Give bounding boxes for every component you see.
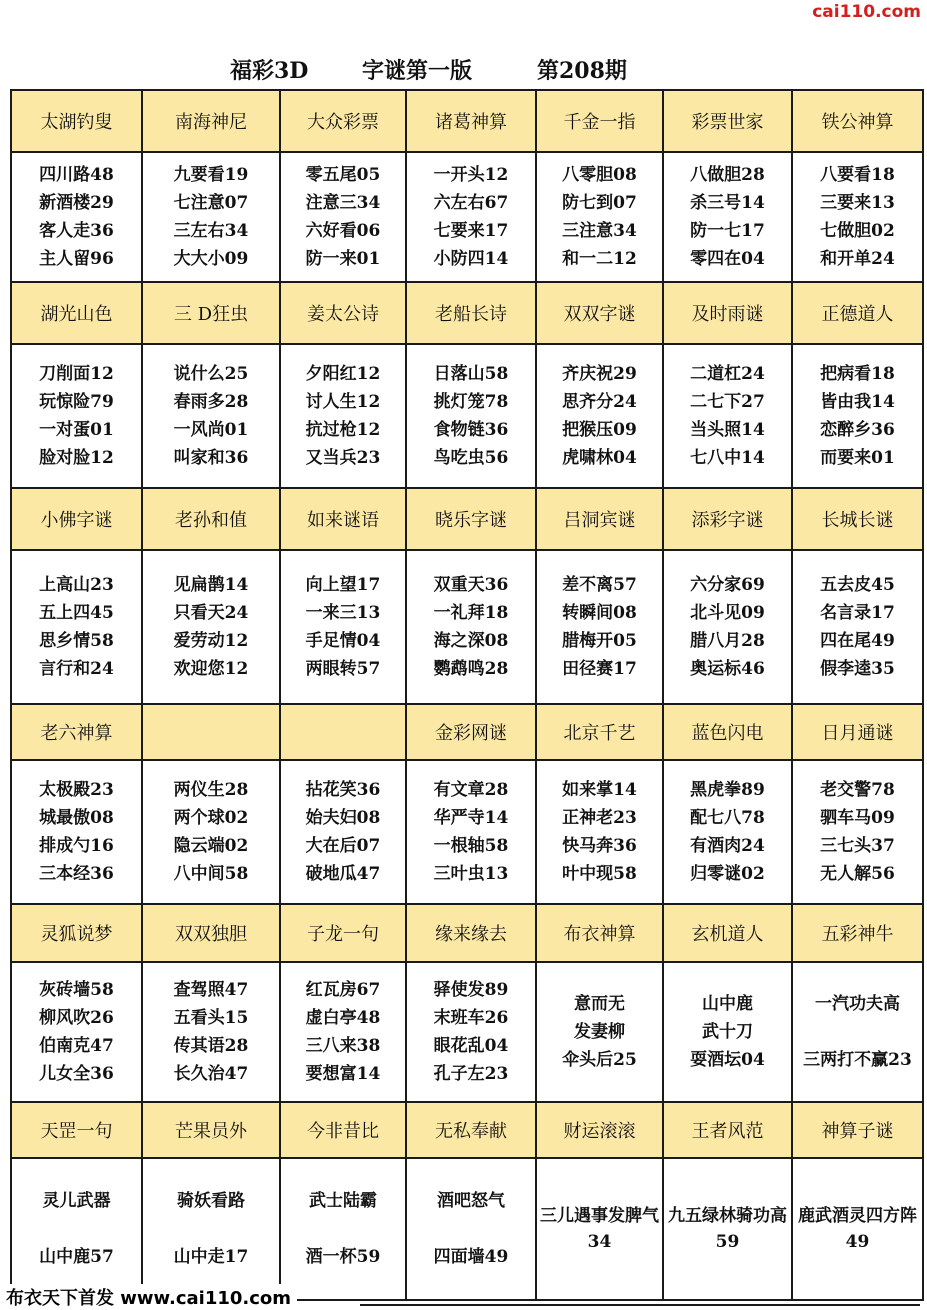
riddle-line: 一对蛋01 <box>39 420 114 440</box>
riddle-line: 二道杠24 <box>690 364 765 384</box>
expert-name: 铁公神算 <box>792 90 923 152</box>
riddle-line: 伯南克47 <box>39 1036 114 1056</box>
riddle-line: 三儿遇事发脾气34 <box>540 1206 659 1252</box>
riddle-line: 思乡情58 <box>39 631 114 651</box>
riddle-line: 七注意07 <box>173 193 249 213</box>
expert-name: 蓝色闪电 <box>663 704 792 760</box>
riddle-cell <box>663 550 792 704</box>
riddle-row <box>11 1158 923 1300</box>
riddle-cell <box>536 962 663 1102</box>
expert-name: 三 D狂虫 <box>142 282 280 344</box>
riddle-line: 七八中14 <box>690 448 765 468</box>
riddle-cell <box>142 550 280 704</box>
riddle-line: 柳风吹26 <box>39 1008 114 1028</box>
riddle-line: 一开头12 <box>433 165 509 185</box>
riddle-line: 八零胆08 <box>562 165 637 185</box>
riddle-cell <box>280 550 406 704</box>
riddle-line: 四川路48 <box>39 165 114 185</box>
riddle-line: 鸟吃虫56 <box>433 448 509 468</box>
expert-name: 老船长诗 <box>406 282 536 344</box>
riddle-line: 转瞬间08 <box>562 603 637 623</box>
riddle-cell <box>536 344 663 488</box>
expert-name <box>142 704 280 760</box>
riddle-line: 腊八月28 <box>690 631 765 651</box>
riddle-cell <box>536 1158 663 1300</box>
riddle-line: 快马奔36 <box>562 836 637 856</box>
lottery-name: 福彩3D <box>230 58 309 84</box>
riddle-line: 和开单24 <box>820 249 895 269</box>
riddle-line: 武士陆霸 <box>309 1191 377 1211</box>
riddle-cell <box>11 550 142 704</box>
riddle-line: 主人留96 <box>39 249 114 269</box>
riddle-line: 叶中现58 <box>562 864 637 884</box>
riddle-line: 隐云端02 <box>173 836 249 856</box>
expert-name-row <box>11 90 923 152</box>
expert-name: 湖光山色 <box>11 282 142 344</box>
riddle-grid <box>10 89 924 1301</box>
riddle-line: 发妻柳 <box>574 1022 625 1042</box>
riddle-line: 三八来38 <box>305 1036 381 1056</box>
riddle-line: 上高山23 <box>39 575 114 595</box>
riddle-line: 鹦鹉鸣28 <box>433 659 509 679</box>
riddle-line: 末班车26 <box>433 1008 509 1028</box>
expert-name-row <box>11 704 923 760</box>
riddle-line: 驷车马09 <box>820 808 895 828</box>
line-spacer <box>14 1215 139 1243</box>
riddle-cell <box>280 760 406 904</box>
riddle-line: 红瓦房67 <box>305 980 381 1000</box>
riddle-cell <box>11 760 142 904</box>
expert-name: 吕洞宾谜 <box>536 488 663 550</box>
riddle-line: 无人解56 <box>820 864 895 884</box>
riddle-line: 当头照14 <box>690 420 765 440</box>
expert-name: 神算子谜 <box>792 1102 923 1158</box>
riddle-line: 老交警78 <box>820 780 895 800</box>
riddle-line: 说什么25 <box>173 364 249 384</box>
riddle-line: 三本经36 <box>39 864 114 884</box>
riddle-line: 小防四14 <box>433 249 509 269</box>
riddle-line: 太极殿23 <box>39 780 114 800</box>
riddle-cell <box>792 550 923 704</box>
expert-name: 及时雨谜 <box>663 282 792 344</box>
riddle-line: 三两打不赢23 <box>803 1050 912 1070</box>
expert-name: 布衣神算 <box>536 904 663 962</box>
riddle-line: 田径赛17 <box>562 659 637 679</box>
riddle-line: 要想富14 <box>305 1064 381 1084</box>
riddle-line: 食物链36 <box>433 420 509 440</box>
riddle-cell <box>142 344 280 488</box>
riddle-line: 七做胆02 <box>820 221 895 241</box>
footer-credit: 布衣天下首发 www.cai110.com <box>0 1284 297 1308</box>
riddle-cell <box>663 152 792 282</box>
riddle-line: 传其语28 <box>173 1036 249 1056</box>
riddle-cell <box>792 152 923 282</box>
riddle-line: 海之深08 <box>433 631 509 651</box>
riddle-line: 华严寺14 <box>433 808 509 828</box>
riddle-line: 而要来01 <box>820 448 895 468</box>
riddle-line: 孔子左23 <box>433 1064 509 1084</box>
expert-name: 太湖钓叟 <box>11 90 142 152</box>
riddle-cell <box>11 152 142 282</box>
line-spacer <box>283 1215 403 1243</box>
riddle-line: 五上四45 <box>39 603 114 623</box>
riddle-line: 言行和24 <box>39 659 114 679</box>
riddle-row <box>11 962 923 1102</box>
expert-name: 南海神尼 <box>142 90 280 152</box>
riddle-cell <box>406 550 536 704</box>
riddle-line: 骑妖看路 <box>177 1191 245 1211</box>
expert-name: 天罡一句 <box>11 1102 142 1158</box>
expert-name: 王者风范 <box>663 1102 792 1158</box>
expert-name: 子龙一句 <box>280 904 406 962</box>
riddle-cell <box>792 962 923 1102</box>
riddle-line: 日落山58 <box>433 364 509 384</box>
riddle-line: 城最傲08 <box>39 808 114 828</box>
riddle-line: 伞头后25 <box>562 1050 637 1070</box>
riddle-line: 一汽功夫高 <box>815 994 900 1014</box>
expert-name: 灵狐说梦 <box>11 904 142 962</box>
riddle-line: 又当兵23 <box>305 448 381 468</box>
riddle-line: 注意三34 <box>305 193 381 213</box>
expert-name: 芒果员外 <box>142 1102 280 1158</box>
riddle-cell <box>406 344 536 488</box>
riddle-line: 意而无 <box>574 994 625 1014</box>
riddle-line: 山中走17 <box>173 1247 249 1267</box>
riddle-cell <box>792 344 923 488</box>
riddle-line: 爱劳动12 <box>173 631 249 651</box>
riddle-cell <box>536 152 663 282</box>
riddle-line: 手足情04 <box>305 631 381 651</box>
riddle-line: 始夫妇08 <box>305 808 381 828</box>
riddle-line: 眼花乱04 <box>433 1036 509 1056</box>
riddle-line: 防七到07 <box>562 193 637 213</box>
riddle-line: 玩惊险79 <box>39 392 114 412</box>
riddle-line: 春雨多28 <box>173 392 249 412</box>
riddle-row <box>11 344 923 488</box>
riddle-cell <box>406 152 536 282</box>
riddle-line: 四面墙49 <box>433 1247 509 1267</box>
riddle-line: 大大小09 <box>173 249 249 269</box>
expert-name: 诸葛神算 <box>406 90 536 152</box>
riddle-line: 耍酒坛04 <box>690 1050 765 1070</box>
riddle-line: 四在尾49 <box>820 631 895 651</box>
expert-name: 财运滚滚 <box>536 1102 663 1158</box>
riddle-line: 武十刀 <box>702 1022 753 1042</box>
riddle-line: 夕阳红12 <box>305 364 381 384</box>
riddle-line: 配七八78 <box>690 808 765 828</box>
riddle-line: 零五尾05 <box>305 165 381 185</box>
riddle-row <box>11 760 923 904</box>
expert-name-row <box>11 904 923 962</box>
riddle-line: 新酒楼29 <box>39 193 114 213</box>
expert-name: 缘来缘去 <box>406 904 536 962</box>
riddle-cell <box>663 1158 792 1300</box>
riddle-line: 齐庆祝29 <box>562 364 637 384</box>
expert-name: 金彩网谜 <box>406 704 536 760</box>
page-header <box>0 52 927 90</box>
expert-name-row <box>11 1102 923 1158</box>
expert-name: 大众彩票 <box>280 90 406 152</box>
riddle-cell <box>11 344 142 488</box>
expert-name <box>280 704 406 760</box>
expert-name: 正德道人 <box>792 282 923 344</box>
riddle-line: 杀三号14 <box>690 193 765 213</box>
riddle-line: 归零谜02 <box>690 864 765 884</box>
riddle-line: 虚白亭48 <box>305 1008 381 1028</box>
expert-name: 添彩字谜 <box>663 488 792 550</box>
riddle-cell <box>406 962 536 1102</box>
riddle-cell <box>11 962 142 1102</box>
footer-divider <box>360 1304 920 1306</box>
riddle-line: 奥运标46 <box>690 659 765 679</box>
riddle-line: 三要来13 <box>820 193 895 213</box>
expert-name: 今非昔比 <box>280 1102 406 1158</box>
riddle-line: 八中间58 <box>173 864 249 884</box>
riddle-line: 两仪生28 <box>173 780 249 800</box>
riddle-line: 一风尚01 <box>173 420 249 440</box>
riddle-line: 两眼转57 <box>305 659 381 679</box>
riddle-line: 查驾照47 <box>173 980 249 1000</box>
expert-name: 老孙和值 <box>142 488 280 550</box>
riddle-line: 讨人生12 <box>305 392 381 412</box>
riddle-line: 客人走36 <box>39 221 114 241</box>
riddle-line: 零四在04 <box>690 249 765 269</box>
riddle-cell <box>11 1158 142 1300</box>
line-spacer <box>409 1215 533 1243</box>
riddle-line: 一礼拜18 <box>433 603 509 623</box>
riddle-line: 七要来17 <box>433 221 509 241</box>
line-spacer <box>145 1215 277 1243</box>
riddle-line: 破地瓜47 <box>305 864 381 884</box>
riddle-line: 双重天36 <box>433 575 509 595</box>
expert-name: 五彩神牛 <box>792 904 923 962</box>
riddle-cell <box>663 344 792 488</box>
riddle-cell <box>663 962 792 1102</box>
issue-number: 第208期 <box>537 58 627 84</box>
riddle-line: 长久治47 <box>173 1064 249 1084</box>
riddle-cell <box>406 760 536 904</box>
riddle-line: 五去皮45 <box>820 575 895 595</box>
riddle-line: 把猴压09 <box>562 420 637 440</box>
riddle-line: 防一来01 <box>305 249 381 269</box>
riddle-line: 六左右67 <box>433 193 509 213</box>
riddle-line: 灰砖墙58 <box>39 980 114 1000</box>
riddle-line: 防一七17 <box>690 221 765 241</box>
riddle-line: 一根轴58 <box>433 836 509 856</box>
expert-name: 老六神算 <box>11 704 142 760</box>
riddle-line: 欢迎您12 <box>173 659 249 679</box>
riddle-line: 五看头15 <box>173 1008 249 1028</box>
riddle-line: 二七下27 <box>690 392 765 412</box>
site-url-top[interactable]: cai110.com <box>812 2 921 22</box>
riddle-line: 排成勺16 <box>39 836 114 856</box>
riddle-line: 八做胆28 <box>690 165 765 185</box>
riddle-line: 脸对脸12 <box>39 448 114 468</box>
riddle-line: 假李逵35 <box>820 659 895 679</box>
riddle-cell <box>406 1158 536 1300</box>
riddle-row <box>11 152 923 282</box>
edition-title: 字谜第一版 <box>362 58 473 84</box>
riddle-line: 只看天24 <box>173 603 249 623</box>
riddle-line: 虎啸林04 <box>562 448 637 468</box>
riddle-line: 皆由我14 <box>820 392 895 412</box>
riddle-row <box>11 550 923 704</box>
riddle-line: 叫家和36 <box>173 448 249 468</box>
riddle-line: 腊梅开05 <box>562 631 637 651</box>
riddle-line: 三七头37 <box>820 836 895 856</box>
riddle-line: 黑虎拳89 <box>690 780 765 800</box>
riddle-line: 拈花笑36 <box>305 780 381 800</box>
riddle-line: 向上望17 <box>305 575 381 595</box>
riddle-line: 北斗见09 <box>690 603 765 623</box>
expert-name: 如来谜语 <box>280 488 406 550</box>
riddle-line: 九五绿林骑功高59 <box>668 1206 787 1252</box>
riddle-line: 六分家69 <box>690 575 765 595</box>
riddle-line: 儿女全36 <box>39 1064 114 1084</box>
expert-name-row <box>11 488 923 550</box>
expert-name-row <box>11 282 923 344</box>
expert-name: 长城长谜 <box>792 488 923 550</box>
expert-name: 无私奉献 <box>406 1102 536 1158</box>
riddle-cell <box>142 760 280 904</box>
expert-name: 千金一指 <box>536 90 663 152</box>
riddle-line: 抗过枪12 <box>305 420 381 440</box>
riddle-cell <box>536 550 663 704</box>
riddle-cell <box>280 152 406 282</box>
riddle-line: 九要看19 <box>173 165 249 185</box>
expert-name: 玄机道人 <box>663 904 792 962</box>
riddle-line: 思齐分24 <box>562 392 637 412</box>
riddle-cell <box>142 152 280 282</box>
riddle-line: 恋醉乡36 <box>820 420 895 440</box>
riddle-line: 三左右34 <box>173 221 249 241</box>
riddle-cell <box>280 962 406 1102</box>
expert-name: 晓乐字谜 <box>406 488 536 550</box>
riddle-line: 有文章28 <box>433 780 509 800</box>
riddle-cell <box>142 962 280 1102</box>
riddle-cell <box>792 1158 923 1300</box>
riddle-line: 驿使发89 <box>433 980 509 1000</box>
riddle-line: 差不离57 <box>562 575 637 595</box>
riddle-line: 鹿武酒灵四方阵49 <box>798 1206 917 1252</box>
riddle-cell <box>280 1158 406 1300</box>
riddle-line: 两个球02 <box>173 808 249 828</box>
line-spacer <box>795 1018 920 1046</box>
riddle-line: 把病看18 <box>820 364 895 384</box>
riddle-line: 挑灯笼78 <box>433 392 509 412</box>
riddle-line: 酒一杯59 <box>305 1247 381 1267</box>
riddle-line: 正神老23 <box>562 808 637 828</box>
riddle-cell <box>536 760 663 904</box>
expert-name: 日月通谜 <box>792 704 923 760</box>
riddle-line: 有酒肉24 <box>690 836 765 856</box>
riddle-line: 八要看18 <box>820 165 895 185</box>
expert-name: 姜太公诗 <box>280 282 406 344</box>
riddle-line: 三注意34 <box>562 221 637 241</box>
riddle-cell <box>280 344 406 488</box>
riddle-line: 刀削面12 <box>39 364 114 384</box>
riddle-line: 一来三13 <box>305 603 381 623</box>
riddle-line: 灵儿武器 <box>42 1191 111 1211</box>
expert-name: 彩票世家 <box>663 90 792 152</box>
expert-name: 双双字谜 <box>536 282 663 344</box>
riddle-line: 山中鹿57 <box>39 1247 114 1267</box>
riddle-line: 山中鹿 <box>702 994 753 1014</box>
riddle-cell <box>142 1158 280 1300</box>
riddle-line: 名言录17 <box>820 603 895 623</box>
expert-name: 小佛字谜 <box>11 488 142 550</box>
riddle-line: 酒吧怒气 <box>437 1191 505 1211</box>
riddle-line: 三叶虫13 <box>433 864 509 884</box>
expert-name: 双双独胆 <box>142 904 280 962</box>
expert-name: 北京千艺 <box>536 704 663 760</box>
riddle-line: 见扁鹊14 <box>173 575 249 595</box>
riddle-cell <box>663 760 792 904</box>
riddle-line: 如来掌14 <box>562 780 637 800</box>
riddle-cell <box>792 760 923 904</box>
riddle-line: 六好看06 <box>305 221 381 241</box>
riddle-line: 和一二12 <box>562 249 637 269</box>
riddle-line: 大在后07 <box>305 836 381 856</box>
